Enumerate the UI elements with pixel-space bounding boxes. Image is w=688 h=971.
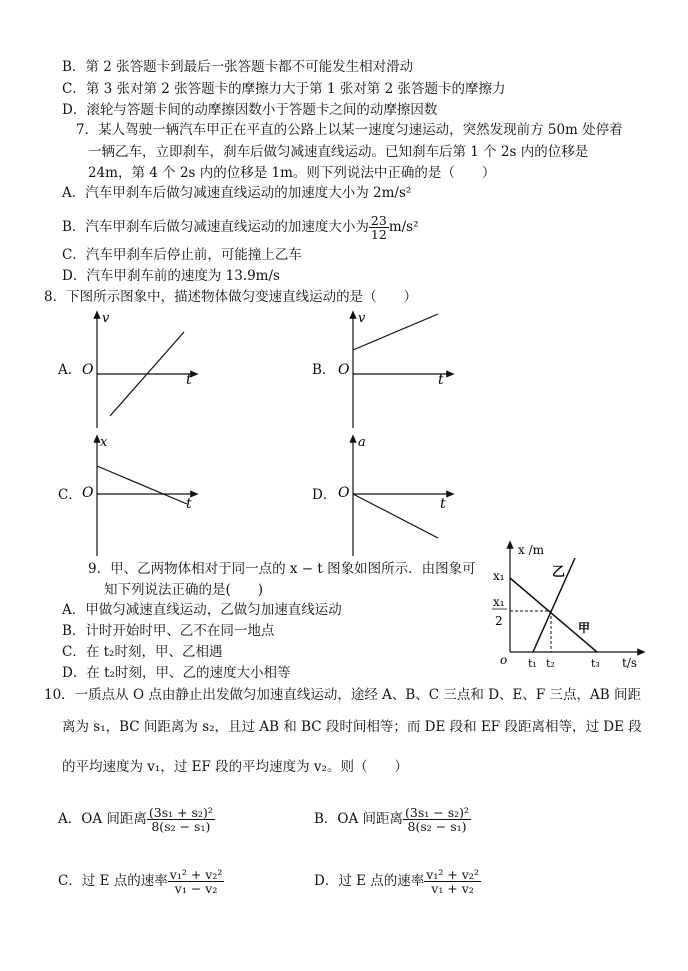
- graph-line: [353, 494, 438, 538]
- q10-option-d-fraction: [424, 868, 481, 895]
- t2-label: t₂: [546, 657, 555, 670]
- x-axis-label: t: [186, 372, 192, 388]
- q7-option-b-numerator: 23: [370, 213, 387, 228]
- q6-option-d: D．滚轮与答题卡间的动摩擦因数小于答题卡之间的动摩擦因数: [62, 102, 438, 118]
- x-axis-label: t: [438, 372, 444, 388]
- x-axis-label: t/s: [622, 656, 638, 670]
- q7-option-b-unit: m/s²: [388, 219, 419, 235]
- q8-graph-b-label: B．: [312, 362, 336, 378]
- q10-option-a-fraction: [147, 806, 215, 833]
- q10-stem-line3: 的平均速度为 v₁，过 EF 段的平均速度为 v₂。则（ ）: [62, 759, 408, 775]
- x-axis-label: t: [186, 496, 192, 512]
- q8-graph-a-label: A．: [58, 362, 82, 378]
- x1-label: x₁: [493, 569, 505, 583]
- q9-option-d: D．在 t₂时刻，甲、乙的速度大小相等: [62, 665, 291, 681]
- q10-option-c-fraction: [168, 868, 225, 895]
- q9-stem-line1: 9．甲、乙两物体相对于同一点的 x − t 图象如图所示．由图象可: [88, 561, 476, 577]
- graph-line: [353, 314, 438, 350]
- q8-graph-d: [336, 432, 456, 560]
- q10-option-b-fraction: [403, 806, 471, 833]
- q7-option-b-fraction: [369, 214, 389, 241]
- q8-graph-c-label: C．: [58, 487, 82, 503]
- q7-option-c: C．汽车甲刹车后停止前，可能撞上乙车: [62, 247, 302, 263]
- origin-label: O: [82, 362, 94, 378]
- denominator: v₁ + v₂: [431, 881, 474, 896]
- q8-graph-c: [80, 432, 200, 560]
- q7-option-b-text: B．汽车甲刹车后做匀减速直线运动的加速度大小为: [62, 219, 369, 235]
- x1-half-numerator: x₁: [493, 595, 505, 609]
- origin-label: O: [82, 485, 94, 501]
- q7-option-b: [62, 210, 419, 244]
- q10-stem-line2: 离为 s₁，BC 间距离为 s₂，且过 AB 和 BC 段时间相等；而 DE 段和 EF 段距离相等，过 DE 段: [62, 719, 642, 735]
- q7-option-b-denominator: 12: [370, 227, 387, 242]
- y-axis-label: x: [100, 435, 108, 450]
- q9-stem-line2: 知下列说法正确的是( ): [104, 582, 264, 598]
- q6-option-b: B．第 2 张答题卡到最后一张答题卡都不可能发生相对滑动: [62, 59, 414, 75]
- q9-option-a: A．甲做匀减速直线运动，乙做匀加速直线运动: [62, 602, 342, 618]
- q6-option-c: C．第 3 张对第 2 张答题卡的摩擦力大于第 1 张对第 2 张答题卡的摩擦力: [62, 81, 506, 97]
- q10-option-a: [58, 800, 215, 838]
- q10-option-d-text: D．过 E 点的速率: [314, 873, 425, 889]
- origin-label: o: [500, 653, 508, 667]
- q10-option-c-text: C．过 E 点的速率: [58, 873, 168, 889]
- q10-option-b: [314, 800, 471, 838]
- graph-line: [97, 466, 187, 504]
- q7-option-a: A．汽车甲刹车后做匀减速直线运动的加速度大小为 2m/s²: [62, 185, 412, 201]
- q7-stem-line1: 7．某人驾驶一辆汽车甲正在平直的公路上以某一速度匀速运动，突然发现前方 50m 处停着: [76, 122, 623, 138]
- denominator: v₁ − v₂: [174, 881, 218, 896]
- denominator: 8(s₂ − s₁): [151, 819, 211, 834]
- y-axis-label: x /m: [518, 543, 545, 557]
- q10-option-b-text: B．OA 间距离: [314, 811, 404, 827]
- y-axis-label: a: [358, 435, 366, 450]
- yi-label: 乙: [552, 565, 566, 580]
- numerator: (3s₁ + s₂)²: [148, 805, 213, 820]
- origin-label: O: [338, 485, 350, 501]
- q9-option-b: B．计时开始时甲、乙不在同一地点: [62, 623, 275, 639]
- numerator: (3s₁ − s₂)²: [405, 805, 470, 820]
- x-axis-label: t: [440, 496, 446, 512]
- y-axis-label: v: [358, 311, 366, 326]
- line-jia: [510, 578, 597, 652]
- numerator: v₁² + v₂²: [169, 867, 223, 882]
- numerator: v₁² + v₂²: [426, 867, 479, 882]
- x1-half-denominator: 2: [495, 614, 503, 628]
- q8-graph-d-label: D．: [312, 487, 337, 503]
- q7-stem-line2: 一辆乙车，立即刹车，刹车后做匀减速直线运动。已知刹车后第 1 个 2s 内的位移是: [88, 144, 589, 160]
- t1-label: t₁: [528, 657, 537, 670]
- q7-stem-line3: 24m，第 4 个 2s 内的位移是 1m。则下列说法中正确的是（ ）: [88, 165, 496, 181]
- jia-label: 甲: [578, 621, 591, 635]
- q9-option-c: C．在 t₂时刻，甲、乙相遇: [62, 644, 223, 660]
- q8-graph-a: [80, 308, 200, 433]
- denominator: 8(s₂ − s₁): [407, 819, 467, 834]
- t3-label: t₃: [591, 657, 600, 670]
- q8-graph-b: [336, 308, 456, 433]
- origin-label: O: [338, 362, 350, 378]
- q10-stem-line1: 10．一质点从 O 点由静止出发做匀加速直线运动，途经 A、B、C 三点和 D、E、F 三点，AB 间距: [44, 687, 641, 703]
- y-axis-label: v: [102, 311, 110, 326]
- q10-option-a-text: A．OA 间距离: [58, 811, 147, 827]
- q8-stem: 8．下图所示图象中，描述物体做匀变速直线运动的是（ ）: [44, 289, 418, 305]
- q9-xt-graph: [488, 536, 648, 674]
- q10-option-d: [314, 862, 481, 900]
- q10-option-c: [58, 862, 224, 900]
- q7-option-d: D．汽车甲刹车前的速度为 13.9m/s: [62, 268, 280, 284]
